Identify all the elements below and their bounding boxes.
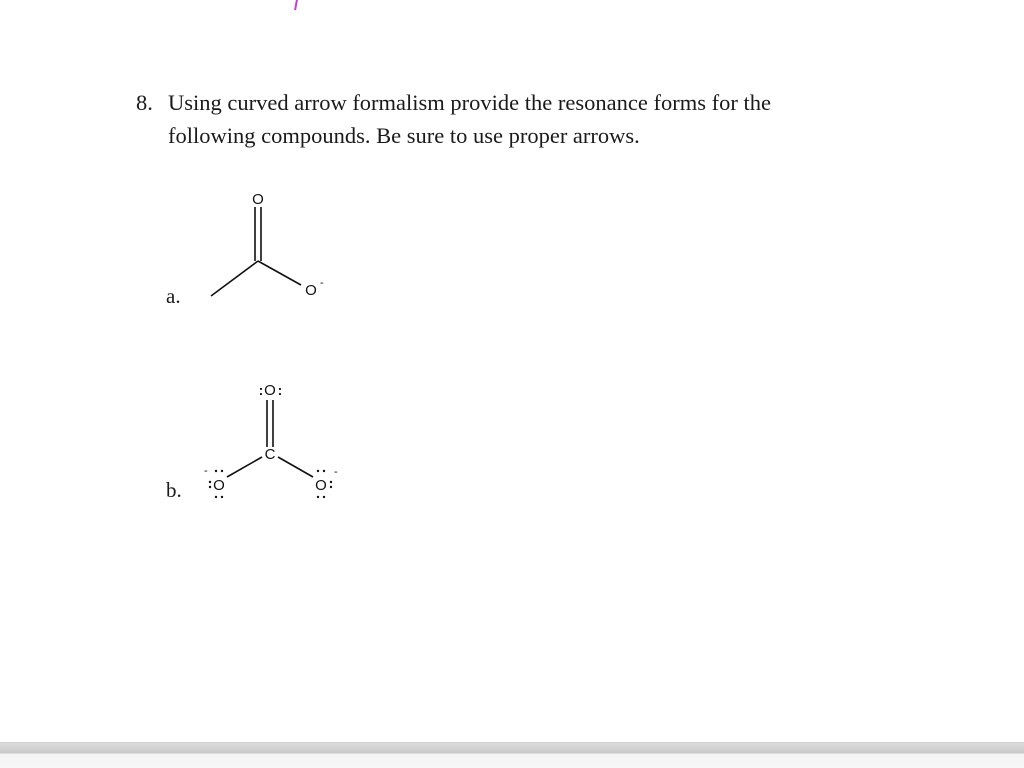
atom-oxygen-top: O bbox=[264, 382, 276, 399]
item-a-label: a. bbox=[166, 284, 181, 308]
annotation-mark bbox=[294, 0, 298, 10]
bond-carbon-oxygen bbox=[258, 261, 301, 285]
lone-pair-dot bbox=[215, 496, 217, 498]
lone-pair-dot bbox=[221, 470, 223, 472]
charge-negative: - bbox=[320, 277, 324, 289]
charge-left: - bbox=[204, 465, 208, 477]
lone-pair-dot bbox=[209, 481, 211, 483]
lone-pair-dot bbox=[215, 470, 217, 472]
lone-pair-dot bbox=[323, 496, 325, 498]
question-number: 8. bbox=[136, 90, 153, 115]
atom-carbon: C bbox=[264, 446, 276, 463]
lone-pair-dot bbox=[317, 496, 319, 498]
item-b-label: b. bbox=[166, 478, 182, 502]
atom-oxygen-top: O bbox=[252, 191, 264, 208]
lone-pair-dot bbox=[330, 481, 332, 483]
charge-right: - bbox=[334, 466, 338, 478]
lone-pair-dot bbox=[221, 496, 223, 498]
bond-carbon-oxygen-left bbox=[227, 457, 262, 477]
bond-methyl-carbon bbox=[211, 261, 258, 296]
lone-pair-dot bbox=[330, 486, 332, 488]
lone-pair-dot bbox=[317, 470, 319, 472]
question-text: Using curved arrow formalism provide the resonance forms for the following compounds. Be sure to use proper arrows. bbox=[168, 90, 771, 148]
structure-a-acetate bbox=[195, 185, 335, 305]
atom-oxygen-right: O bbox=[305, 282, 317, 299]
lone-pair-dot bbox=[209, 486, 211, 488]
lone-pair-top-left: : bbox=[258, 382, 264, 398]
lone-pair-top-right: : bbox=[277, 382, 283, 398]
bond-carbon-oxygen-right bbox=[278, 457, 313, 477]
atom-oxygen-right: O bbox=[315, 477, 327, 494]
lone-pair-dot bbox=[323, 470, 325, 472]
atom-oxygen-left: O bbox=[213, 477, 225, 494]
horizontal-scrollbar[interactable] bbox=[0, 742, 1024, 768]
structure-b-carbonate bbox=[195, 375, 355, 505]
